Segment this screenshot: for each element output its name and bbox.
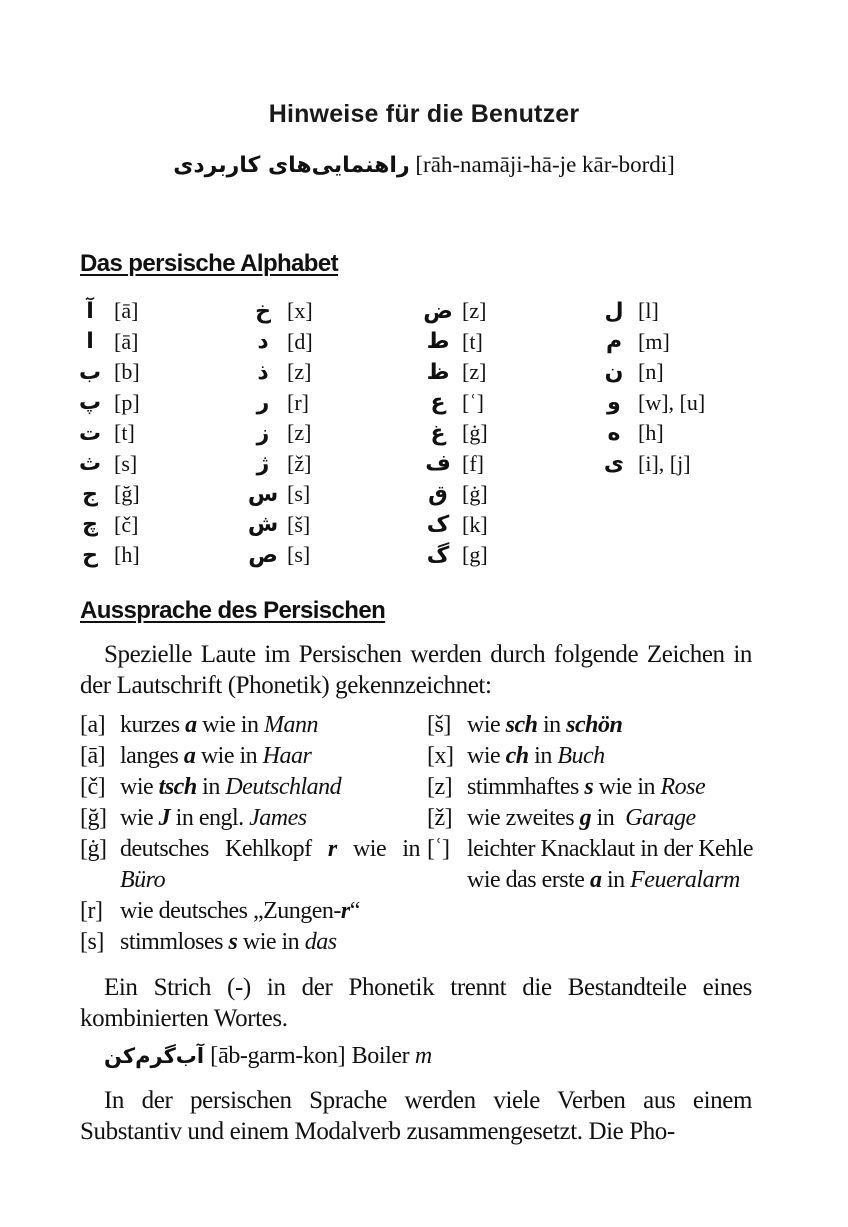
persian-letter: م: [605, 329, 623, 355]
pronunciation-list-left: [80, 710, 426, 958]
persian-letter: ک: [426, 512, 450, 538]
phonetic-value: [s]: [287, 481, 311, 507]
phonetic-value: [f]: [462, 450, 484, 476]
description-text: deutsches Kehlkopf: [120, 836, 328, 862]
persian-letter: ف: [425, 451, 451, 477]
emphasis-text: g: [579, 805, 592, 831]
alphabet-entry: [594, 449, 705, 480]
example-persian: آب‌گرم‌کن: [104, 1044, 205, 1068]
pronunciation-description: [467, 710, 753, 741]
phonetic-symbol: [ž]: [427, 805, 453, 831]
persian-letter: ر: [256, 390, 270, 416]
phonetic-value: [ğ]: [114, 481, 140, 507]
alphabet-entry: [70, 540, 140, 571]
alphabet-entry: [243, 388, 313, 419]
phonetic-value: [z]: [287, 420, 312, 446]
pronunciation-entry: [80, 741, 420, 772]
pronunciation-entry: [80, 896, 420, 927]
persian-letter: ب: [78, 359, 102, 385]
alphabet-entry: [243, 479, 313, 510]
alphabet-entry: [418, 449, 488, 480]
alphabet-entry: [243, 510, 313, 541]
description-text: langes: [120, 743, 184, 769]
phonetic-value: [ʿ]: [462, 389, 484, 415]
pronunciation-entry: [427, 803, 753, 834]
section-heading-alphabet: Das persische Alphabet: [80, 250, 339, 277]
persian-letter: ذ: [257, 359, 269, 385]
description-text: wie in: [593, 774, 661, 800]
alphabet-column-3: [418, 296, 488, 571]
alphabet-column-2: [243, 296, 313, 571]
persian-letter: گ: [426, 542, 450, 568]
alphabet-entry: [243, 327, 313, 358]
phonetic-symbol: [ğ]: [80, 805, 107, 831]
emphasis-text: s: [228, 929, 238, 955]
phonetic-value: [s]: [287, 542, 311, 568]
alphabet-entry: [418, 479, 488, 510]
description-text: wie in: [196, 712, 264, 738]
phonetic-symbol: [š]: [427, 712, 451, 738]
alphabet-column-4: [594, 296, 705, 479]
description-text: kurzes: [120, 712, 186, 738]
example-word: Mann: [263, 712, 318, 738]
alphabet-entry: [418, 357, 488, 388]
phonetic-value: [p]: [114, 389, 140, 415]
persian-letter: ق: [428, 481, 448, 507]
description-text: wie deutsches „Zungen-: [120, 898, 341, 924]
phonetic-symbol: [x]: [427, 743, 454, 769]
alphabet-column-1: [70, 296, 140, 571]
alphabet-entry: [243, 296, 313, 327]
example-word: Feueralarm: [630, 867, 740, 893]
pronunciation-description: [467, 803, 753, 834]
alphabet-entry: [418, 540, 488, 571]
page-title: Hinweise für die Benutzer: [268, 100, 580, 128]
persian-letter: ش: [247, 512, 279, 538]
emphasis-text: tsch: [158, 774, 197, 800]
pronunciation-description: [467, 772, 753, 803]
intro-text: Spezielle Laute im Persischen werden durch folgende Zeichen in der Lautschrift (Phonetik) gekennzeichnet:: [80, 641, 752, 699]
example-translation: Boiler: [351, 1043, 410, 1069]
persian-letter: ا: [86, 329, 94, 355]
subtitle-transliteration: [rāh-namāji-hā-je kār-bordi]: [415, 152, 675, 177]
pronunciation-description: [120, 772, 420, 803]
description-text: wie: [467, 743, 506, 769]
alphabet-entry: [70, 479, 140, 510]
example-gender: m: [414, 1043, 432, 1069]
phonetic-value: [z]: [462, 359, 487, 385]
phonetic-value: [ā]: [114, 298, 139, 324]
phonetic-value: [z]: [287, 359, 312, 385]
example-word: Buch: [557, 743, 605, 769]
persian-letter: ع: [430, 390, 446, 416]
alphabet-entry: [70, 510, 140, 541]
alphabet-entry: [243, 357, 313, 388]
description-text: wie: [467, 712, 506, 738]
description-text: wie in: [195, 743, 263, 769]
phonetic-symbol: [s]: [80, 929, 104, 955]
alphabet-entry: [70, 449, 140, 480]
verbs-note-text: In der persischen Sprache werden viele Verben aus einem Substantiv und einem Modalverb zusammengesetzt. Die Pho-: [80, 1087, 752, 1145]
persian-letter: ه: [607, 420, 621, 446]
persian-letter: خ: [255, 298, 271, 324]
phonetic-value: [ž]: [287, 450, 312, 476]
phonetic-value: [č]: [114, 511, 139, 537]
description-text: stimmhaftes: [467, 774, 585, 800]
page-subtitle: [0, 152, 848, 178]
pronunciation-description: [467, 834, 759, 896]
phonetic-symbol: [ʿ]: [427, 836, 450, 862]
alphabet-entry: [243, 418, 313, 449]
persian-letter: غ: [430, 420, 446, 446]
description-text: in: [528, 743, 558, 769]
hyphen-note: [80, 972, 752, 1034]
pronunciation-intro: [80, 639, 752, 701]
alphabet-entry: [70, 296, 140, 327]
pronunciation-list-right: [427, 710, 759, 896]
persian-letter: ظ: [426, 359, 450, 385]
alphabet-entry: [70, 327, 140, 358]
pronunciation-description: [120, 834, 426, 896]
pronunciation-entry: [80, 772, 420, 803]
pronunciation-entry: [427, 834, 759, 896]
pronunciation-description: [120, 710, 420, 741]
verbs-note: [80, 1085, 752, 1147]
persian-letter: ض: [423, 298, 453, 324]
persian-letter: ز: [256, 420, 270, 446]
description-text: wie in: [237, 929, 305, 955]
description-text: wie: [120, 774, 159, 800]
phonetic-value: [ġ]: [462, 420, 488, 446]
alphabet-entry: [243, 540, 313, 571]
alphabet-entry: [418, 296, 488, 327]
phonetic-symbol: [ā]: [80, 743, 106, 769]
example-word: das: [304, 929, 337, 955]
alphabet-entry: [418, 388, 488, 419]
persian-letter: س: [247, 481, 279, 507]
phonetic-value: [d]: [287, 328, 313, 354]
emphasis-text: ch: [505, 743, 529, 769]
description-text: wie in: [336, 836, 426, 862]
alphabet-entry: [70, 418, 140, 449]
example-word: Büro: [120, 867, 166, 893]
pronunciation-entry: [80, 834, 426, 896]
pronunciation-description: [120, 927, 420, 958]
description-text: stimmloses: [120, 929, 229, 955]
persian-letter: ص: [248, 542, 278, 568]
description-text: wie zweites: [467, 805, 580, 831]
pronunciation-entry: [427, 772, 753, 803]
phonetic-symbol: [a]: [80, 712, 106, 738]
subtitle-persian: راهنمایی‌های کاربردی: [173, 153, 410, 178]
phonetic-value: [t]: [114, 420, 135, 446]
persian-letter: د: [257, 329, 269, 355]
example-transliteration: [āb-garm-kon]: [210, 1043, 346, 1069]
phonetic-symbol: [z]: [427, 774, 453, 800]
phonetic-symbol: [ġ]: [80, 836, 107, 862]
persian-letter: و: [607, 390, 621, 416]
example-word: Deutschland: [225, 774, 342, 800]
emphasis-text: a: [589, 867, 602, 893]
persian-letter: ل: [604, 298, 624, 324]
phonetic-value: [m]: [638, 328, 670, 354]
phonetic-value: [l]: [638, 298, 659, 324]
pronunciation-entry: [427, 741, 753, 772]
pronunciation-description: [120, 803, 420, 834]
phonetic-value: [i], [j]: [638, 450, 691, 476]
persian-letter: آ: [86, 298, 94, 324]
persian-letter: ژ: [256, 451, 270, 477]
example-entry: [104, 1043, 432, 1070]
persian-letter: چ: [82, 512, 98, 538]
example-word: James: [249, 805, 307, 831]
phonetic-value: [z]: [462, 298, 487, 324]
emphasis-text: a: [183, 743, 196, 769]
alphabet-entry: [594, 388, 705, 419]
description-text: in: [591, 805, 626, 831]
alphabet-entry: [418, 327, 488, 358]
pronunciation-entry: [427, 710, 753, 741]
phonetic-value: [s]: [114, 450, 138, 476]
description-text: in: [537, 712, 567, 738]
emphasis-text: sch: [505, 712, 538, 738]
phonetic-value: [x]: [287, 298, 313, 324]
alphabet-entry: [70, 357, 140, 388]
phonetic-value: [n]: [638, 359, 664, 385]
phonetic-value: [g]: [462, 542, 488, 568]
alphabet-entry: [418, 510, 488, 541]
phonetic-value: [w], [u]: [638, 389, 706, 415]
persian-letter: ن: [604, 359, 624, 385]
pronunciation-entry: [80, 927, 420, 958]
persian-letter: ح: [82, 542, 98, 568]
alphabet-entry: [243, 449, 313, 480]
persian-letter: ط: [426, 329, 450, 355]
alphabet-entry: [418, 418, 488, 449]
phonetic-value: [k]: [462, 511, 488, 537]
alphabet-entry: [594, 357, 705, 388]
alphabet-entry: [594, 296, 705, 327]
emphasis-text: r: [340, 898, 350, 924]
phonetic-value: [h]: [638, 420, 664, 446]
example-word: Rose: [660, 774, 706, 800]
example-word: Garage: [625, 805, 696, 831]
description-text: wie: [120, 805, 159, 831]
hyphen-note-text: Ein Strich (-) in der Phonetik trennt die Bestandteile eines kombinierten Wortes.: [80, 974, 752, 1032]
emphasis-text: s: [584, 774, 594, 800]
pronunciation-description: [120, 741, 420, 772]
example-word: Haar: [262, 743, 312, 769]
persian-letter: پ: [78, 390, 102, 416]
alphabet-entry: [594, 327, 705, 358]
emphasis-text: a: [185, 712, 197, 738]
persian-letter: ج: [82, 481, 98, 507]
phonetic-value: [š]: [287, 511, 311, 537]
emphasis-text: r: [327, 836, 337, 862]
phonetic-value: [b]: [114, 359, 140, 385]
persian-letter: ت: [78, 420, 102, 446]
phonetic-value: [t]: [462, 328, 483, 354]
pronunciation-entry: [80, 710, 420, 741]
emphasis-text: J: [158, 805, 171, 831]
phonetic-value: [ġ]: [462, 481, 488, 507]
description-text: “: [349, 898, 360, 924]
description-text: in: [196, 774, 226, 800]
alphabet-entry: [594, 418, 705, 449]
pronunciation-description: [120, 896, 420, 927]
pronunciation-entry: [80, 803, 420, 834]
phonetic-symbol: [r]: [80, 898, 103, 924]
description-text: in: [601, 867, 631, 893]
phonetic-value: [ā]: [114, 328, 139, 354]
alphabet-entry: [70, 388, 140, 419]
persian-letter: ث: [78, 451, 102, 477]
persian-letter: ی: [603, 451, 625, 477]
description-text: in engl.: [170, 805, 250, 831]
phonetic-value: [h]: [114, 542, 140, 568]
phonetic-symbol: [č]: [80, 774, 106, 800]
section-heading-pronunciation: Aussprache des Persischen: [80, 597, 386, 624]
phonetic-value: [r]: [287, 389, 309, 415]
description-text: leichter Knacklaut in der Kehle wie das erste: [467, 836, 759, 893]
pronunciation-description: [467, 741, 753, 772]
emphasis-text: schön: [566, 712, 623, 738]
